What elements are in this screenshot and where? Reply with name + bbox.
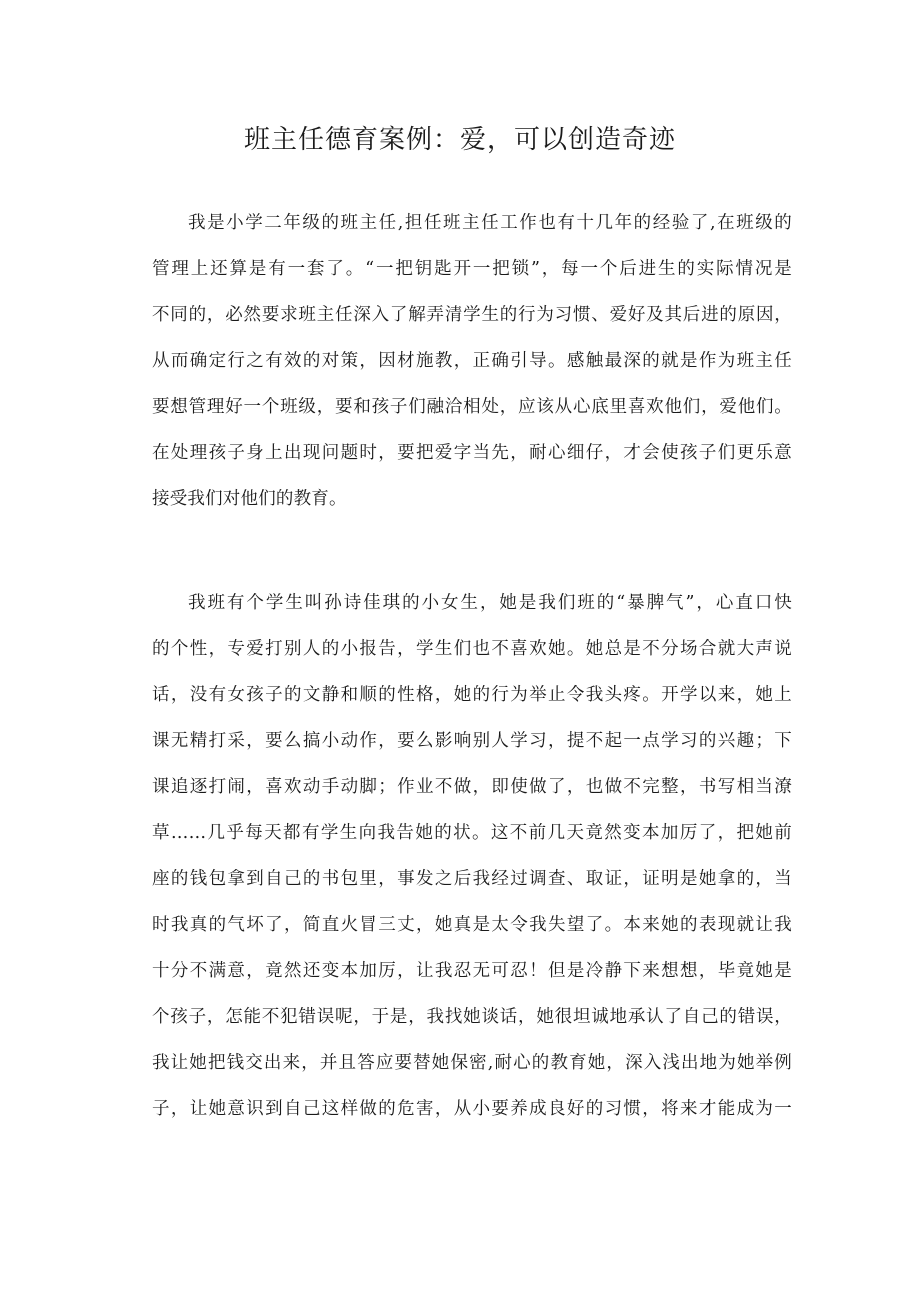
paragraph-line: 我让她把钱交出来，并且答应要替她保密,耐心的教育她，深入浅出地为她举例 <box>152 1053 792 1073</box>
paragraph-line: 时我真的气坏了，简直火冒三丈，她真是太令我失望了。本来她的表现就让我 <box>152 915 792 935</box>
paragraph-line: 的个性，专爱打别人的小报告，学生们也不喜欢她。她总是不分场合就大声说 <box>152 639 792 659</box>
paragraph-line: 要想管理好一个班级，要和孩子们融洽相处，应该从心底里喜欢他们，爱他们。 <box>152 397 792 417</box>
paragraph-line: 我是小学二年级的班主任,担任班主任工作也有十几年的经验了,在班级的 <box>188 213 792 233</box>
paragraph-line: 不同的，必然要求班主任深入了解弄清学生的行为习惯、爱好及其后进的原因， <box>152 305 792 325</box>
paragraph-line: 草……几乎每天都有学生向我告她的状。这不前几天竟然变本加厉了，把她前 <box>152 823 792 843</box>
paragraph-line: 在处理孩子身上出现问题时，要把爱字当先，耐心细仔，才会使孩子们更乐意 <box>152 443 792 463</box>
paragraph-line: 课无精打采，要么搞小动作，要么影响别人学习，提不起一点学习的兴趣；下 <box>152 731 792 751</box>
paragraph-line: 从而确定行之有效的对策，因材施教，正确引导。感触最深的就是作为班主任 <box>152 351 792 371</box>
paragraph-line: 个孩子，怎能不犯错误呢，于是，我找她谈话，她很坦诚地承认了自己的错误， <box>152 1007 792 1027</box>
paragraph-line: 我班有个学生叫孙诗佳琪的小女生，她是我们班的“暴脾气”，心直口快 <box>188 593 792 613</box>
document-title: 班主任德育案例：爱，可以创造奇迹 <box>243 125 676 155</box>
paragraph-1 <box>152 200 792 522</box>
paragraph-2 <box>152 580 792 1132</box>
paragraph-line: 管理上还算是有一套了。“一把钥匙开一把锁”，每一个后进生的实际情况是 <box>152 259 792 279</box>
paragraph-line: 子，让她意识到自己这样做的危害，从小要养成良好的习惯，将来才能成为一 <box>152 1099 792 1119</box>
paragraph-line: 课追逐打闹，喜欢动手动脚；作业不做，即使做了，也做不完整，书写相当潦 <box>152 777 792 797</box>
paragraph-line: 话，没有女孩子的文静和顺的性格，她的行为举止令我头疼。开学以来，她上 <box>152 685 792 705</box>
paragraph-line: 座的钱包拿到自己的书包里，事发之后我经过调查、取证，证明是她拿的，当 <box>152 869 792 889</box>
paragraph-line: 接受我们对他们的教育。 <box>152 489 347 509</box>
paragraph-line: 十分不满意，竟然还变本加厉，让我忍无可忍！但是冷静下来想想，毕竟她是 <box>152 961 792 981</box>
